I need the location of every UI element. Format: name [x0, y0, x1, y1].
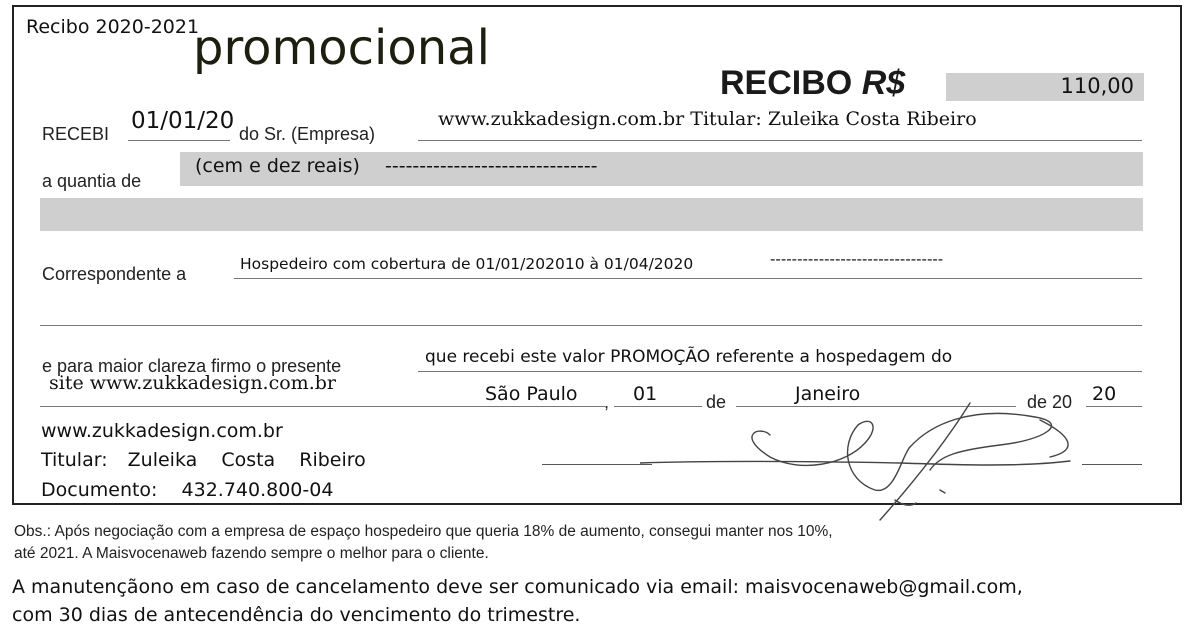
manut-line-2: com 30 dias de antecendência do vencimento do trimestre.: [12, 604, 581, 626]
date-value: 01/01/20: [131, 108, 235, 134]
de-year-label: de 20: [1027, 392, 1073, 412]
signature-line-left: [542, 464, 652, 465]
clareza-underline: [418, 371, 1142, 372]
correspondente-underline: [234, 278, 1142, 279]
obs-line-2: até 2021. A Maisvocenaweb fazendo sempre o melhor para o cliente.: [14, 545, 489, 562]
documento-label: Documento:: [41, 479, 158, 501]
recibo-title: RECIBO: [720, 64, 853, 102]
payer-value: www.zukkadesign.com.br Titular: Zuleika Costa Ribeiro: [438, 108, 977, 130]
quantia-label: a quantia de: [42, 171, 142, 191]
correspondente-label: Correspondente a: [42, 264, 187, 284]
date-underline: [128, 140, 230, 141]
clareza-label: e para maior clareza firmo o presente: [42, 356, 342, 376]
titular-name-3: Ribeiro: [299, 449, 366, 471]
obs-line-1: Obs.: Após negociação com a empresa de espaço hospedeiro que queria 18% de aumento, consegui manter nos 10%,: [14, 523, 833, 540]
titular-name-2: Costa: [221, 449, 276, 471]
month-value: Janeiro: [795, 383, 861, 405]
de-label-1: de: [706, 392, 727, 412]
clareza-value: que recebi este valor PROMOÇÃO referente a hospedagem do: [425, 347, 953, 367]
signature-icon: [640, 395, 1110, 535]
quantia-dashes: -------------------------------: [385, 155, 598, 177]
blank-line: [40, 325, 1142, 326]
year-suffix: 20: [1092, 383, 1117, 405]
receipt-year: Recibo 2020-2021: [26, 16, 200, 38]
currency-symbol: R$: [861, 64, 906, 102]
quantia-box-2: [40, 198, 1143, 231]
day-value: 01: [633, 383, 658, 405]
correspondente-dashes: --------------------------------: [770, 250, 944, 268]
recebi-label: RECEBI: [42, 124, 110, 144]
issuer-titular: [41, 449, 366, 471]
city: São Paulo: [485, 383, 578, 405]
manut-line-1: A manutençãono em caso de cancelamento deve ser comunicado via email: maisvocenaweb@gmail.com,: [12, 576, 1023, 598]
place-underline-left: [40, 406, 605, 407]
documento-value: 432.740.800-04: [181, 479, 334, 501]
amount-value: 110,00: [1060, 74, 1134, 98]
amount-box: [946, 73, 1144, 101]
site-value: site www.zukkadesign.com.br: [49, 372, 336, 394]
payer-underline: [418, 140, 1142, 141]
titular-label: Titular:: [41, 449, 108, 471]
correspondente-value: Hospedeiro com cobertura de 01/01/202010 à 01/04/2020: [240, 255, 694, 273]
do-sr-label: do Sr. (Empresa): [239, 124, 376, 144]
city-comma: ,: [604, 392, 610, 412]
titular-name-1: Zuleika: [127, 449, 198, 471]
issuer-site: www.zukkadesign.com.br: [41, 420, 283, 442]
quantia-value: (cem e dez reais): [195, 155, 360, 177]
issuer-documento: [41, 479, 333, 501]
promo-title: promocional: [193, 20, 490, 76]
